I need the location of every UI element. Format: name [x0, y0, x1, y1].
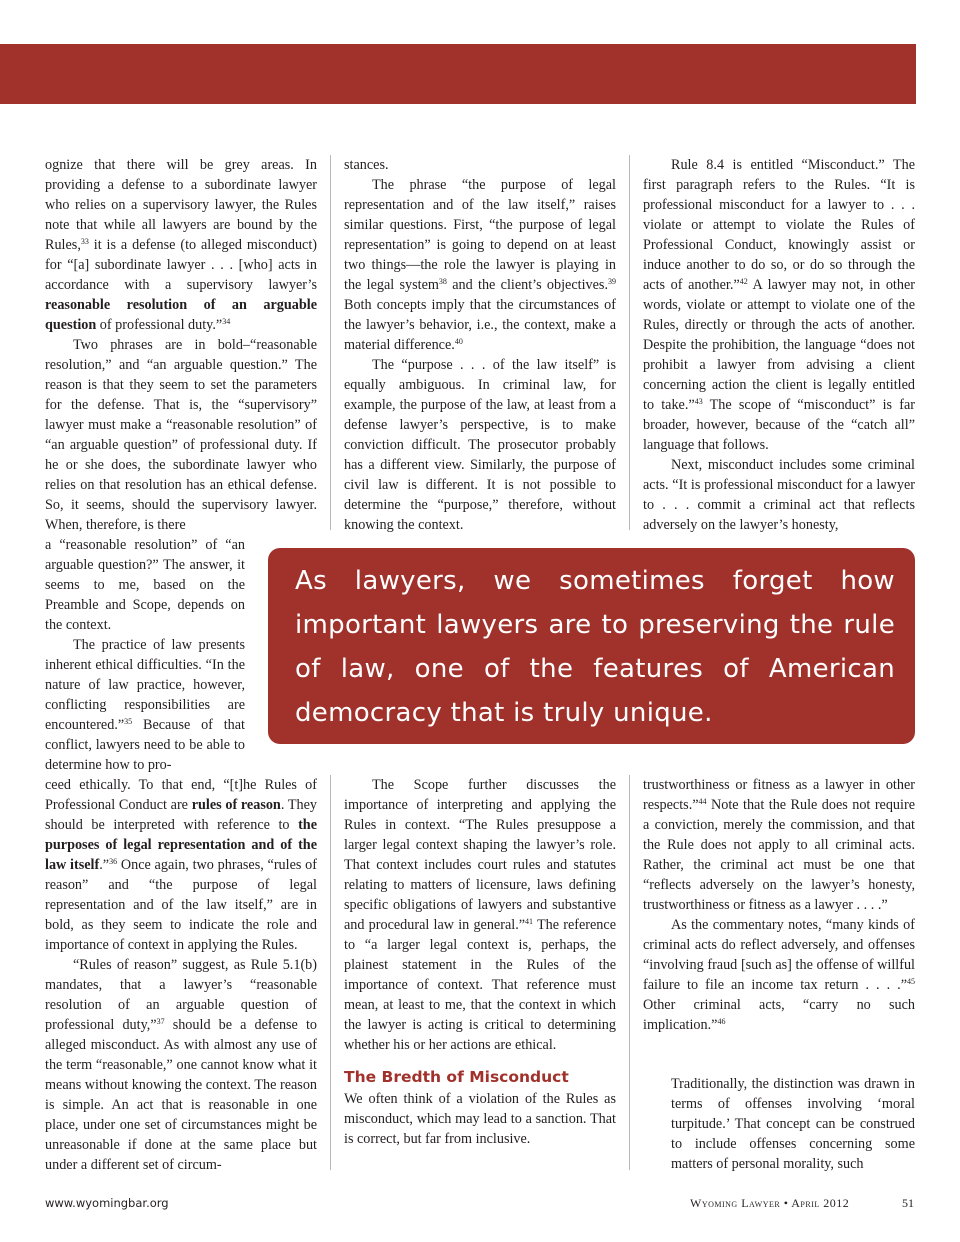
footnote-ref: 38: [438, 277, 447, 286]
footer-magazine-issue: Wyoming Lawyer • April 2012: [690, 1196, 850, 1210]
paragraph: Traditionally, the distinction was drawn in terms of offenses involving ‘moral turpitude.’ That concept can be construed to include offenses concerning some matters of personal morality, such: [671, 1076, 915, 1172]
column-1-top: [45, 155, 317, 535]
footnote-ref: 42: [739, 277, 748, 286]
footnote-ref: 46: [717, 1017, 726, 1026]
paragraph: Next, misconduct includes some criminal acts. “It is professional misconduct for a lawyer to . . . commit a criminal act that reflects adversely on the lawyer’s honesty,: [643, 457, 915, 533]
column-1-middle: [45, 535, 245, 775]
paragraph: a “reasonable resolution” of “an arguable question?” The answer, it seems to me, based on the Preamble and Scope, depends on the context.: [45, 537, 245, 633]
column-divider: [629, 775, 630, 1170]
paragraph: “Rules of reason” suggest, as Rule 5.1(b) mandates, that a lawyer’s “reasonable resolution of an arguable question of professional duty,”$^{37}$ should be a defense to alleged misconduct. As with almost any use of the term “reasonable,” one cannot know what it means without knowing the context. The reason is simple. An act that is reasonable in one place, under one set of circumstances might be unreasonable if done at the same place but under a different set of circum-: [45, 957, 318, 1173]
paragraph: ceed ethically. To that end, “[t]he Rules of Professional Conduct are rules of reason. They should be interpreted with reference to the purposes of legal representation and of the law itself.”$^{36}$ Once again, two phrases, “rules of reason” and “the purpose of legal representation and of the law itself,” are in bold, as they seem to indicate the role and importance of context in applying the Rules.: [45, 777, 317, 953]
section-heading: The Bredth of Misconduct: [344, 1068, 569, 1086]
footnote-ref: 39: [608, 277, 616, 286]
footnote-ref: 44: [698, 797, 707, 806]
column-2-bottom: [344, 775, 616, 1149]
column-divider: [629, 155, 630, 530]
paragraph: As the commentary notes, “many kinds of criminal acts do reflect adversely, and offenses “involving fraud [such as] the offense of willful failure to file an income tax return . . . .”$^{45}$ Other criminal acts, “carry no such implication.”$^{46}$: [643, 917, 915, 1033]
paragraph: Rule 8.4 is entitled “Misconduct.” The first paragraph refers to the Rules. “It is professional misconduct for a lawyer to . . . violate or attempt to violate the Rules of Professional Conduct, knowingly assist or induce another to do so, or do so through the acts of another.”$^{42}$ A lawyer may not, in other words, violate or attempt to violate one of the Rules, directly or through the acts of another. Despite the prohibition, the language “does not prohibit a lawyer from advising a client concerning action the client is legally entitled to take.”$^{43}$ The scope of “misconduct” is far broader, however, because of the “catch all” language that follows.: [643, 157, 915, 453]
footnote-ref: 36: [109, 857, 118, 866]
column-divider: [330, 775, 331, 1170]
paragraph: The “purpose . . . of the law itself” is equally ambiguous. In criminal law, for example, the purpose of the law, at least from a defense lawyer’s perspective, is to make conviction difficult. The prosecutor probably has a different view. Similarly, the purpose of civil law is different. It is not possible to determine the “purpose,” therefore, without knowing the context.: [344, 357, 616, 533]
page-number: 51: [902, 1196, 914, 1210]
paragraph: Two phrases are in bold–“reasonable resolution,” and “an arguable question.” The reason is that they seem to set the parameters for the defense. That is, the “supervisory” lawyer must make a “reasonable resolution” of “an arguable question” of professional duty. If he or she does, the subordinate lawyer who relies on that resolution has an ethical defense. So, it seems, should the supervisory lawyer. When, therefore, is there: [45, 337, 317, 533]
paragraph: stances.: [344, 157, 389, 173]
column-3-top: [643, 155, 915, 535]
header-banner: [0, 44, 916, 104]
column-divider: [330, 155, 331, 530]
paragraph: ognize that there will be grey areas. In providing a defense to a subordinate lawyer who relies on a supervisory lawyer, the Rules note that while all lawyers are bound by the Rules,$^{33}$ it is a defense (to alleged misconduct) for “[a] subordinate lawyer . . . [who] acts in accordance with a supervisory lawyer’s reasonable resolution of an arguable question of professional duty.”$^{34}$: [45, 157, 317, 333]
footnote-ref: 37: [156, 1017, 165, 1026]
paragraph: The practice of law presents inherent ethical difficulties. “In the nature of law practice, however, conflicting responsibilities are encountered.”$^{35}$ Because of that conflict, lawyers need to be able to determine how to pro-: [45, 637, 245, 773]
paragraph: trustworthiness or fitness as a lawyer in other respects.”$^{44}$ Note that the Rule does not require a conviction, merely the commission, and that the Rule does not apply to all criminal acts. Rather, the criminal act must be one that “reflects adversely on the lawyer’s honesty, trustworthiness or fitness as a lawyer . . . .”: [643, 777, 915, 913]
footnote-ref: 45: [907, 977, 915, 986]
pull-quote-text: As lawyers, we sometimes forget how important lawyers are to preserving the rule of law, one of the features of American democracy that is truly unique.: [295, 566, 895, 728]
column-2-top: [344, 155, 616, 535]
footnote-ref: 41: [525, 917, 534, 926]
column-3-bottom: [643, 775, 915, 1035]
footnote-ref: 34: [222, 317, 231, 326]
column-1-bottom: [45, 775, 317, 1175]
pull-quote-box: [268, 548, 915, 744]
paragraph: We often think of a violation of the Rules as misconduct, which may lead to a sanction. That is correct, but far from inclusive.: [344, 1091, 616, 1147]
footnote-ref: 40: [454, 337, 463, 346]
footnote-ref: 33: [80, 237, 89, 246]
footnote-ref: 43: [694, 397, 703, 406]
column-3-sidebar-paragraph: [671, 1074, 915, 1174]
footer-website: www.wyomingbar.org: [45, 1196, 169, 1210]
footnote-ref: 35: [124, 717, 133, 726]
paragraph: The phrase “the purpose of legal representation and of the law itself,” raises similar questions. First, “the purpose of legal representation” is going to depend on at least two things—the role the lawyer is playing in the legal system$^{38}$ and the client’s objectives.$^{39}$ Both concepts imply that the circumstances of the lawyer’s behavior, i.e., the context, make a material difference.$^{40}$: [344, 177, 616, 353]
paragraph: The Scope further discusses the importance of interpreting and applying the Rules in context. “The Rules presuppose a larger legal context shaping the lawyer’s role. That context includes court rules and statutes relating to matters of licensure, laws defining specific obligations of lawyers and substantive and procedural law in general.”$^{41}$ The reference to “a larger legal context is, perhaps, the plainest statement in the Rules of the importance of context. That reference must mean, at least to me, that the context in which the lawyer is acting is critical to determining whether his or her actions are ethical.: [344, 777, 616, 1053]
